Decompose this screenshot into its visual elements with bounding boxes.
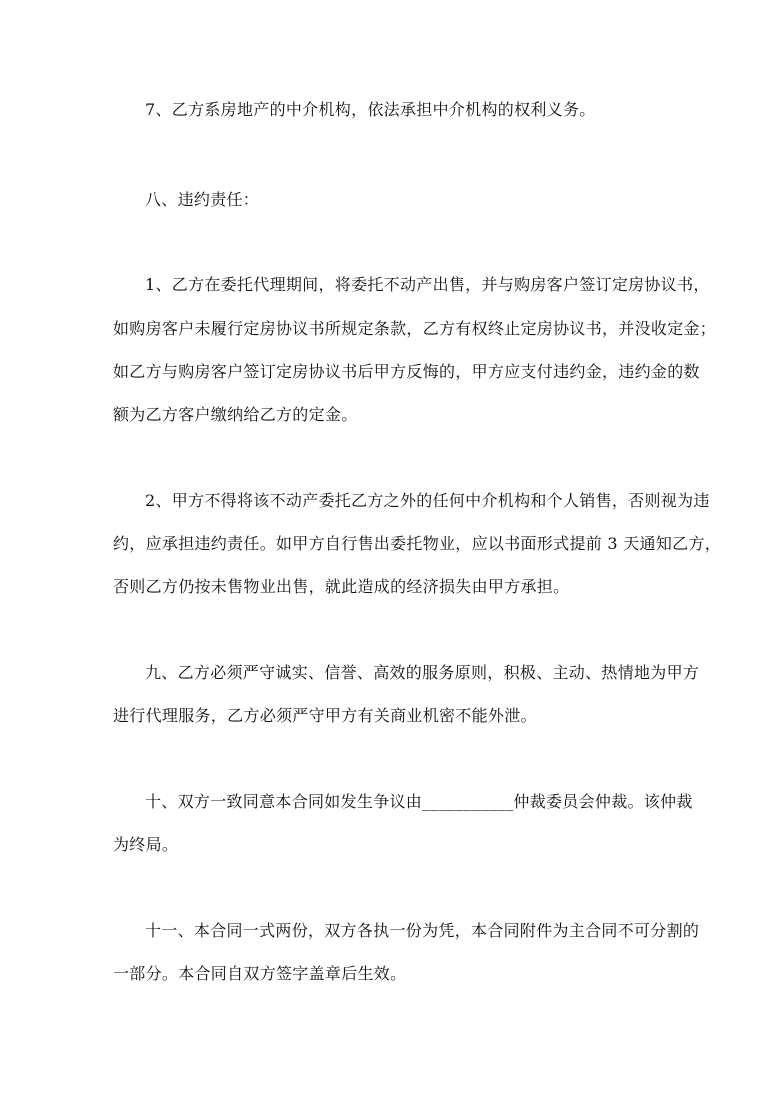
clause-8-2-line-2: 约，应承担违约责任。如甲方自行售出委托物业，应以书面形式提前 3 天通知乙方， <box>113 534 722 553</box>
section-10-line-2: 为终局。 <box>113 835 179 854</box>
clause-8-2-line-3: 否则乙方仍按未售物业出售，就此造成的经济损失由甲方承担。 <box>113 577 570 596</box>
section-10-line-1: 十、双方一致同意本合同如发生争议由___________仲裁委员会仲裁。该仲裁 <box>145 792 693 811</box>
clause-8-1-line-2: 如购房客户未履行定房协议书所规定条款，乙方有权终止定房协议书，并没收定金； <box>113 319 717 338</box>
section-9-line-2: 进行代理服务，乙方必须严守甲方有关商业机密不能外泄。 <box>113 706 537 725</box>
clause-8-2-line-1: 2、甲方不得将该不动产委托乙方之外的任何中介机构和个人销售，否则视为违 <box>145 491 710 510</box>
clause-8-1-line-4: 额为乙方客户缴纳给乙方的定金。 <box>113 405 358 424</box>
section-11-line-2: 一部分。本合同自双方签字盖章后生效。 <box>113 964 407 983</box>
clause-8-1-line-3: 如乙方与购房客户签订定房协议书后甲方反悔的，甲方应支付违约金，违约金的数 <box>113 362 700 381</box>
section-9-line-1: 九、乙方必须严守诚实、信誉、高效的服务原则，积极、主动、热情地为甲方 <box>145 663 700 682</box>
section-8-heading: 八、违约责任： <box>145 190 260 209</box>
section-11-line-1: 十一、本合同一式两份，双方各执一份为凭，本合同附件为主合同不可分割的 <box>145 921 700 940</box>
clause-7-line: 7、乙方系房地产的中介机构，依法承担中介机构的权利义务。 <box>145 100 596 119</box>
clause-8-1-line-1: 1、乙方在委托代理期间，将委托不动产出售，并与购房客户签订定房协议书， <box>145 275 710 294</box>
